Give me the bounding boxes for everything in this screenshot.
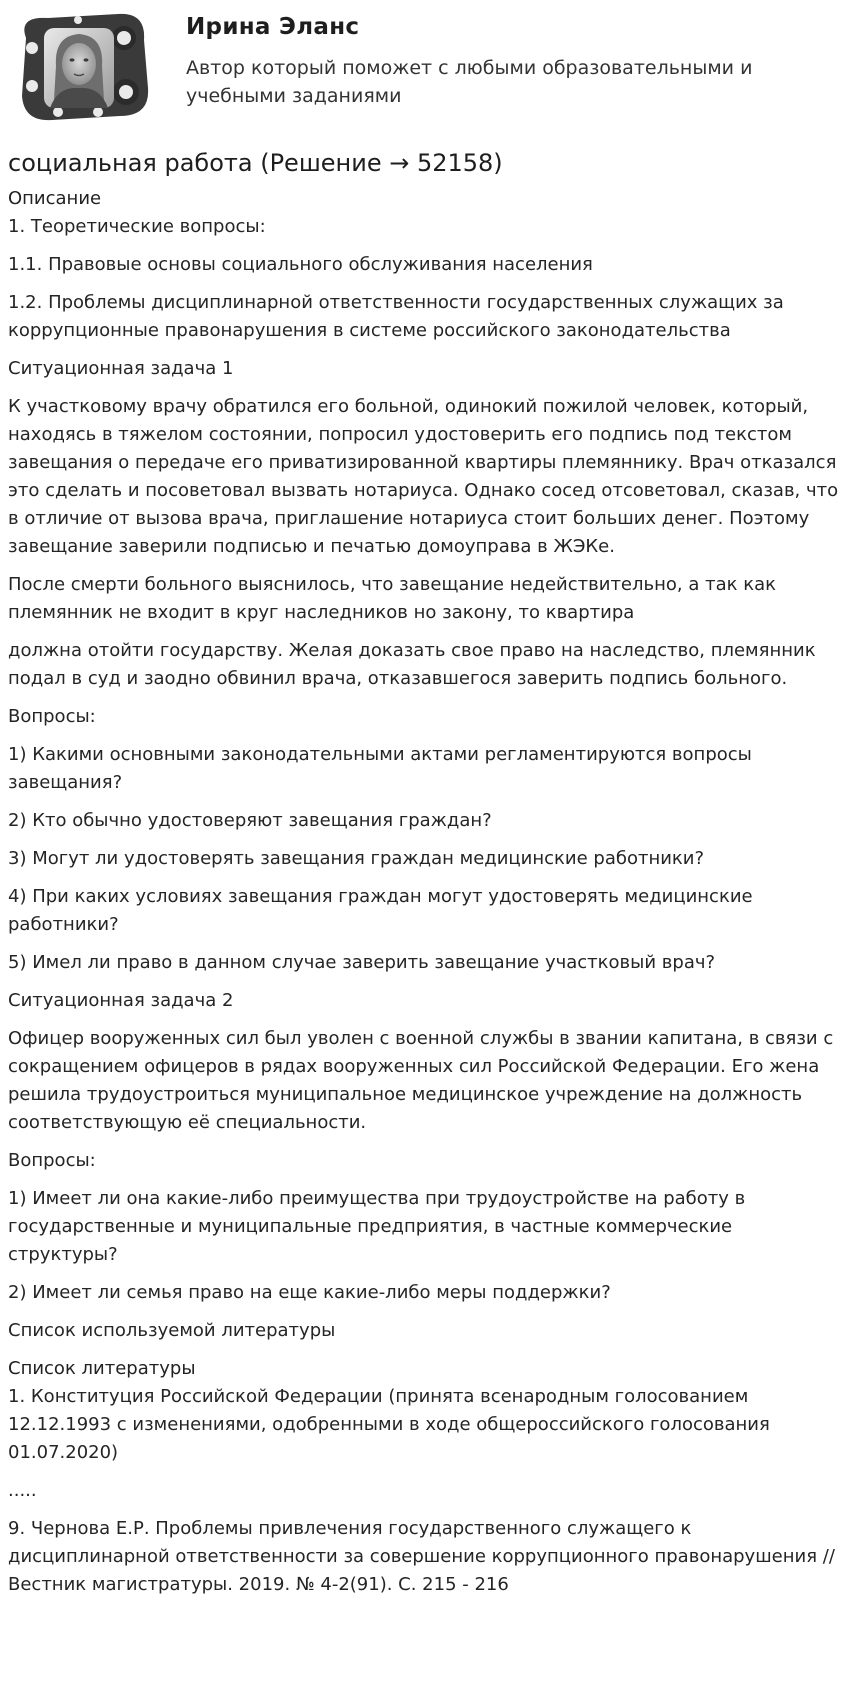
literature-used-label: Список используемой литературы xyxy=(8,1320,336,1341)
literature-ellipsis: ..... xyxy=(8,1480,37,1501)
author-avatar[interactable] xyxy=(8,8,154,126)
theory-question-2: 1.2. Проблемы дисциплинарной ответственности государственных служащих за коррупционные правонарушения в системе российского законодательства xyxy=(8,292,784,341)
literature-list-label: Список литературы xyxy=(8,1358,196,1379)
task2-paragraph-1: Офицер вооруженных сил был уволен с военной службы в звании капитана, в связи с сокращением офицеров в рядах вооруженных сил Российской Федерации. Его жена решила трудоустроиться муниципальное медицинское учреждение на должность соответствующую её специальности. xyxy=(8,1028,834,1133)
author-card xyxy=(8,8,838,128)
theory-question-1: 1.1. Правовые основы социального обслуживания населения xyxy=(8,254,593,275)
task1-question: 3) Могут ли удостоверять завещания граждан медицинские работники? xyxy=(8,848,705,869)
task1-paragraph-2: После смерти больного выяснилось, что завещание недействительно, а так как племянник не входит в круг наследников но закону, то квартира xyxy=(8,574,776,623)
task1-paragraph-3: должна отойти государству. Желая доказать свое право на наследство, племянник подал в суд и заодно обвинил врача, отказавшегося заверить подпись больного. xyxy=(8,640,816,689)
document-content xyxy=(8,145,840,1609)
literature-item: 9. Чернова Е.Р. Проблемы привлечения государственного служащего к дисциплинарной ответственности за совершение коррупционного правонарушения // Вестник магистратуры. 2019. № 4-2(91). С. 215 - 216 xyxy=(8,1518,835,1595)
literature-item: 1. Конституция Российской Федерации (принята всенародным голосованием 12.12.1993 с изменениями, одобренными в ходе общероссийского голосования 01.07.2020) xyxy=(8,1386,770,1463)
author-description: Автор который поможет с любыми образовательными и учебными заданиями xyxy=(186,57,753,107)
description-label: Описание xyxy=(8,188,102,209)
task2-question: 2) Имеет ли семья право на еще какие-либо меры поддержки? xyxy=(8,1282,611,1303)
task1-question: 2) Кто обычно удостоверяют завещания граждан? xyxy=(8,810,492,831)
task1-paragraph-1: К участковому врачу обратился его больной, одинокий пожилой человек, который, находясь в тяжелом состоянии, попросил удостоверить его подпись под текстом завещания о передаче его приватизированной квартиры племяннику. Врач отказался это сделать и посоветовал вызвать нотариуса. Однако сосед отсоветовал, сказав, что в отличие от вызова врача, приглашение нотариуса стоит больших денег. Поэтому завещание заверили подписью и печатью домоуправа в ЖЭКе. xyxy=(8,396,839,557)
task1-question: 4) При каких условиях завещания граждан могут удостоверять медицинские работники? xyxy=(8,886,753,935)
task1-question: 1) Какими основными законодательными актами регламентируются вопросы завещания? xyxy=(8,744,752,793)
author-name[interactable]: Ирина Эланс xyxy=(186,14,360,40)
task1-heading: Ситуационная задача 1 xyxy=(8,358,234,379)
theory-heading: 1. Теоретические вопросы: xyxy=(8,216,266,237)
task2-heading: Ситуационная задача 2 xyxy=(8,990,234,1011)
task2-questions-label: Вопросы: xyxy=(8,1150,96,1171)
task1-question: 5) Имел ли право в данном случае заверить завещание участковый врач? xyxy=(8,952,716,973)
task1-questions-label: Вопросы: xyxy=(8,706,96,727)
document-title: социальная работа (Решение → 52158) xyxy=(8,149,503,177)
task2-question: 1) Имеет ли она какие-либо преимущества при трудоустройстве на работу в государственные и муниципальные предприятия, в частные коммерческие структуры? xyxy=(8,1188,746,1265)
